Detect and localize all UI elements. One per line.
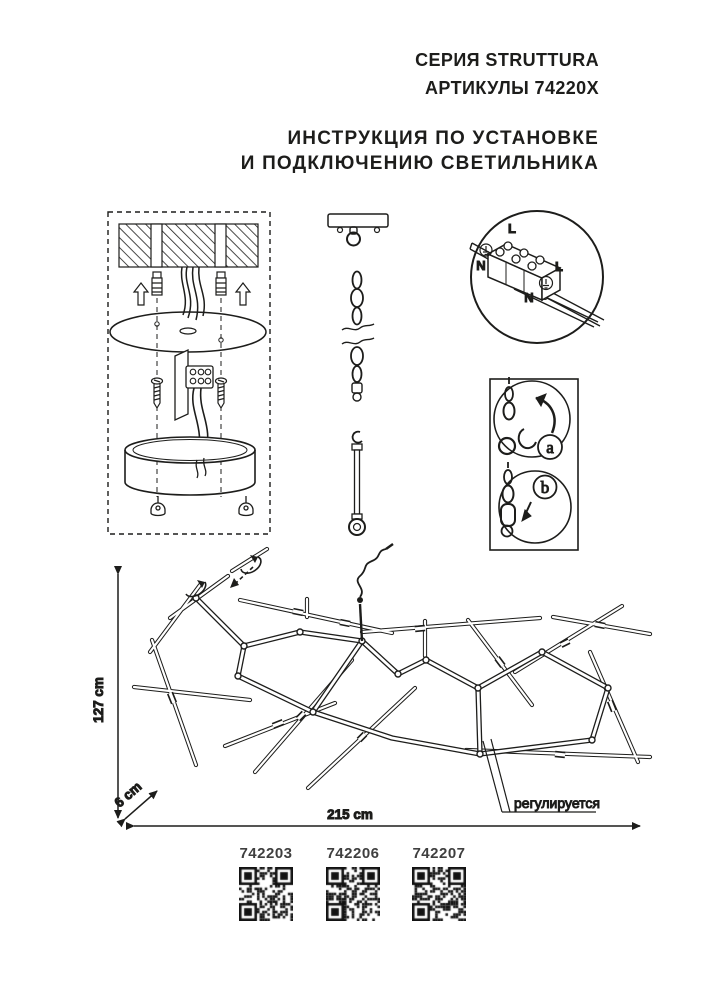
option-a-label: a: [546, 438, 554, 457]
qr-code: [412, 867, 466, 921]
ceiling-section: [119, 224, 258, 267]
rod-ring: [349, 519, 365, 535]
hanging-kit-diagram: [328, 214, 388, 535]
up-arrow-icon: [134, 283, 148, 305]
chandelier-drawing: [134, 544, 650, 812]
wiring-detail: [470, 211, 604, 343]
depth-label: 6 cm: [111, 778, 145, 811]
drill-hole: [215, 224, 226, 267]
qr-code: [239, 867, 293, 921]
label-neutral-left: N: [476, 258, 486, 273]
label-neutral-right: N: [524, 290, 534, 305]
hanging-rod: [349, 432, 365, 535]
qr-item: [321, 845, 385, 921]
qr-code: [326, 867, 380, 921]
canopy: [125, 437, 255, 495]
up-arrow-icon: [236, 283, 250, 305]
cap-nut: [151, 496, 253, 516]
mounting-options: [490, 377, 578, 550]
suspension-cable: [357, 544, 393, 641]
qr-article-label: 742206: [326, 845, 380, 862]
qr-article-label: 742203: [239, 845, 293, 862]
rod-hook: [353, 432, 362, 443]
ceiling-bar: [328, 214, 388, 227]
adjustable-label: регулируется: [514, 795, 600, 811]
ceiling-mount-diagram: [108, 212, 270, 534]
doc-title-line2: И ПОДКЛЮЧЕНИЮ СВЕТИЛЬНИКА: [240, 153, 599, 174]
article-number: АРТИКУЛЫ 74220X: [425, 78, 599, 98]
qr-item: [234, 845, 298, 921]
width-label: 215 cm: [327, 807, 373, 822]
doc-title-line1: ИНСТРУКЦИЯ ПО УСТАНОВКЕ: [287, 128, 599, 149]
height-label: 127 cm: [91, 677, 106, 723]
qr-article-label: 742207: [412, 845, 466, 862]
chain-break: [342, 324, 374, 344]
label-line-top: L: [508, 221, 516, 236]
series-name: СЕРИЯ STRUTTURA: [415, 50, 599, 70]
chain: [342, 272, 374, 402]
drill-hole: [151, 224, 162, 267]
label-line-right: L: [555, 259, 563, 274]
qr-item: [407, 845, 471, 921]
option-b-label: b: [540, 478, 550, 497]
